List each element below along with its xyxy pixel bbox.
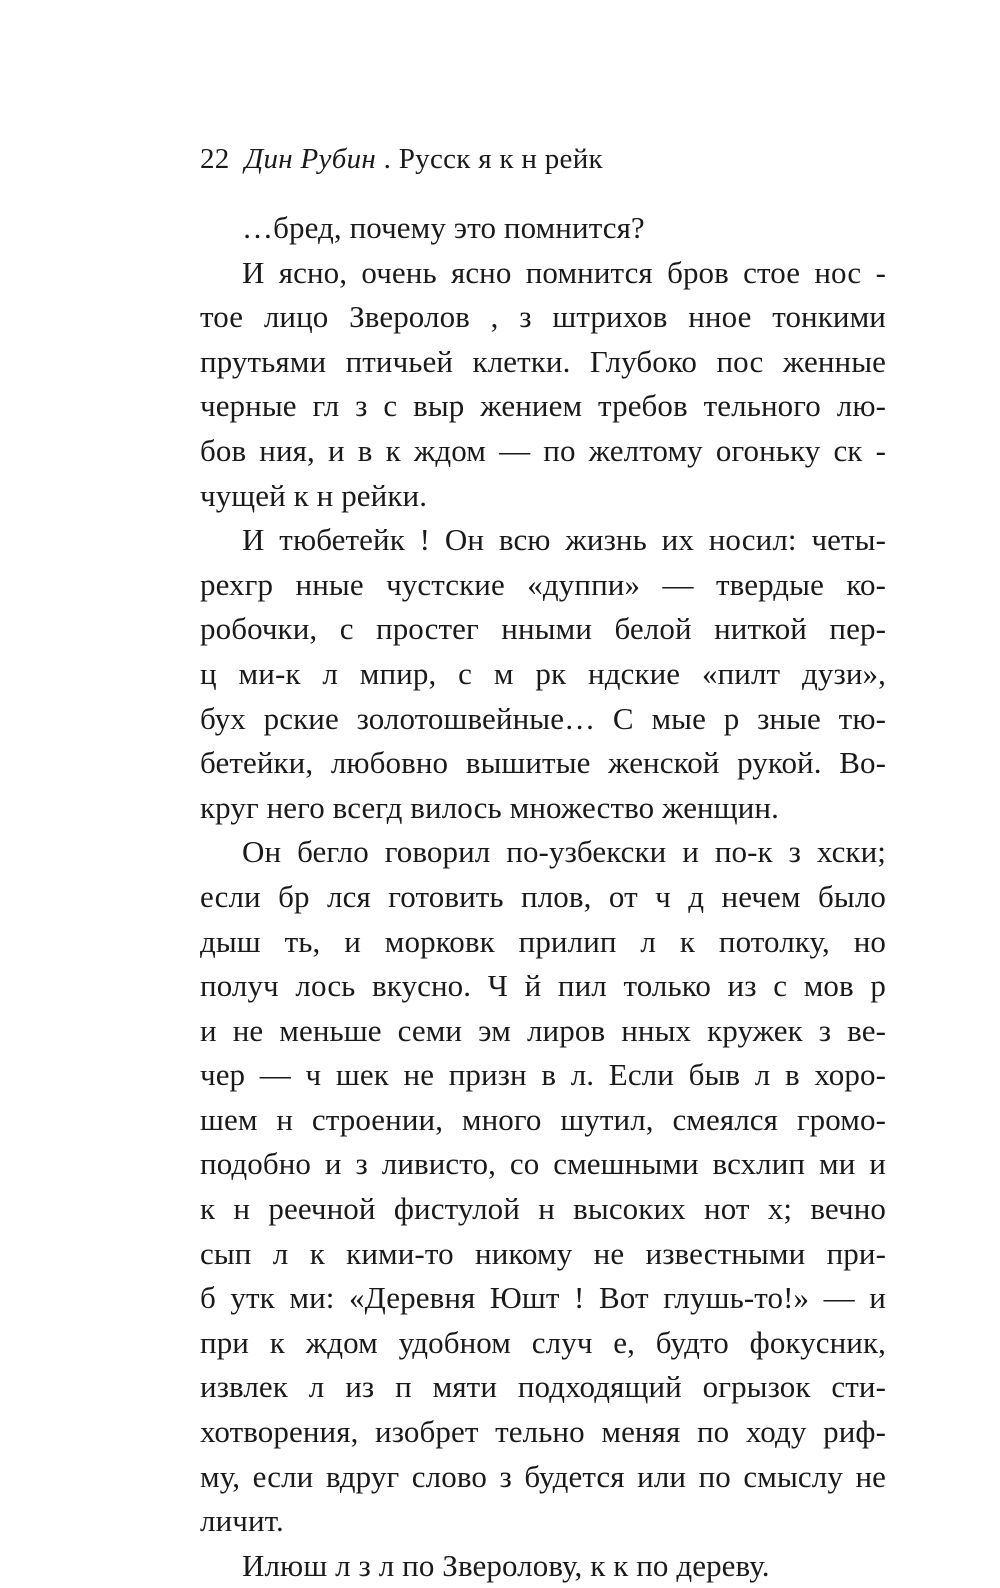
text-line: робочки, с простег нными белой ниткой пер-: [200, 611, 886, 647]
body-text: [200, 206, 886, 1588]
text-line: …бред, почему это помнится?: [242, 210, 645, 245]
author-name: Дин Рубин: [244, 143, 377, 175]
paragraph-first-line: И тюбетейк ! Он всю жизнь их носил: четы-: [242, 522, 886, 558]
text-line: черные гл з с выр жением требов тельного лю-: [200, 388, 886, 424]
text-line: бух рские золотошвейные… С мые р зные тю-: [200, 700, 886, 736]
text-line: к н реечной фистулой н высоких нот х; вечно: [200, 1191, 886, 1227]
text-line: бов ния, и в к ждом — по желтому огоньку ск -: [200, 432, 886, 468]
text-line: дыш ть, и морковк прилип л к потолку, но: [200, 923, 886, 959]
paragraph-last-line: круг него всегд вилось множество женщин.: [200, 789, 779, 825]
text-line: чер — ч шек не призн в л. Если быв л в хоро-: [200, 1057, 886, 1093]
text-line: извлек л из п мяти подходящий огрызок сти-: [200, 1369, 886, 1405]
text-line: бетейки, любовно вышитые женской рукой. Во-: [200, 745, 886, 781]
text-line: хотворения, изобрет тельно меняя по ходу риф-: [200, 1414, 886, 1450]
text-line: сып л к кими-то никому не известными при-: [200, 1235, 886, 1271]
text-line: рехгр нные чустские «дуппи» — твердые ко-: [200, 566, 886, 602]
text-line: тое лицо Зверолов , з штрихов нное тонкими: [200, 299, 886, 335]
paragraph-first-line: Илюш л з л по Зверолову, к к по дереву.: [242, 1547, 770, 1583]
text-line: и не меньше семи эм лиров нных кружек з ве-: [200, 1012, 886, 1048]
text-line: при к ждом удобном случ е, будто фокусник,: [200, 1324, 886, 1360]
page-number: 22: [200, 143, 230, 175]
text-line: му, если вдруг слово з будется или по смыслу не: [200, 1458, 886, 1494]
book-title-separator: .: [376, 143, 399, 175]
paragraph-last-line: чущей к н рейки.: [200, 477, 428, 513]
paragraph-first-line: Он бегло говорил по-узбекски и по-к з хски;: [242, 834, 886, 870]
text-line: б утк ми: «Деревня Юшт ! Вот глушь-то!» — и: [200, 1280, 886, 1316]
text-line: шем н строении, много шутил, смеялся громо-: [200, 1101, 886, 1137]
text-line: подобно и з ливисто, со смешными всхлип ми и: [200, 1146, 886, 1182]
text-line: ц ми-к л мпир, с м рк ндские «пилт дузи»,: [200, 655, 886, 691]
book-page: [200, 0, 886, 1583]
text-line: прутьями птичьей клетки. Глубоко пос женные: [200, 343, 886, 379]
paragraph-last-line: личит.: [200, 1503, 284, 1539]
running-head: [200, 137, 886, 181]
book-title: Русск я к н рейк: [398, 143, 603, 175]
text-line: получ лось вкусно. Ч й пил только из с мов р: [200, 968, 886, 1004]
paragraph-first-line: И ясно, очень ясно помнится бров стое нос -: [242, 254, 886, 290]
text-line: если бр лся готовить плов, от ч д нечем было: [200, 878, 886, 914]
